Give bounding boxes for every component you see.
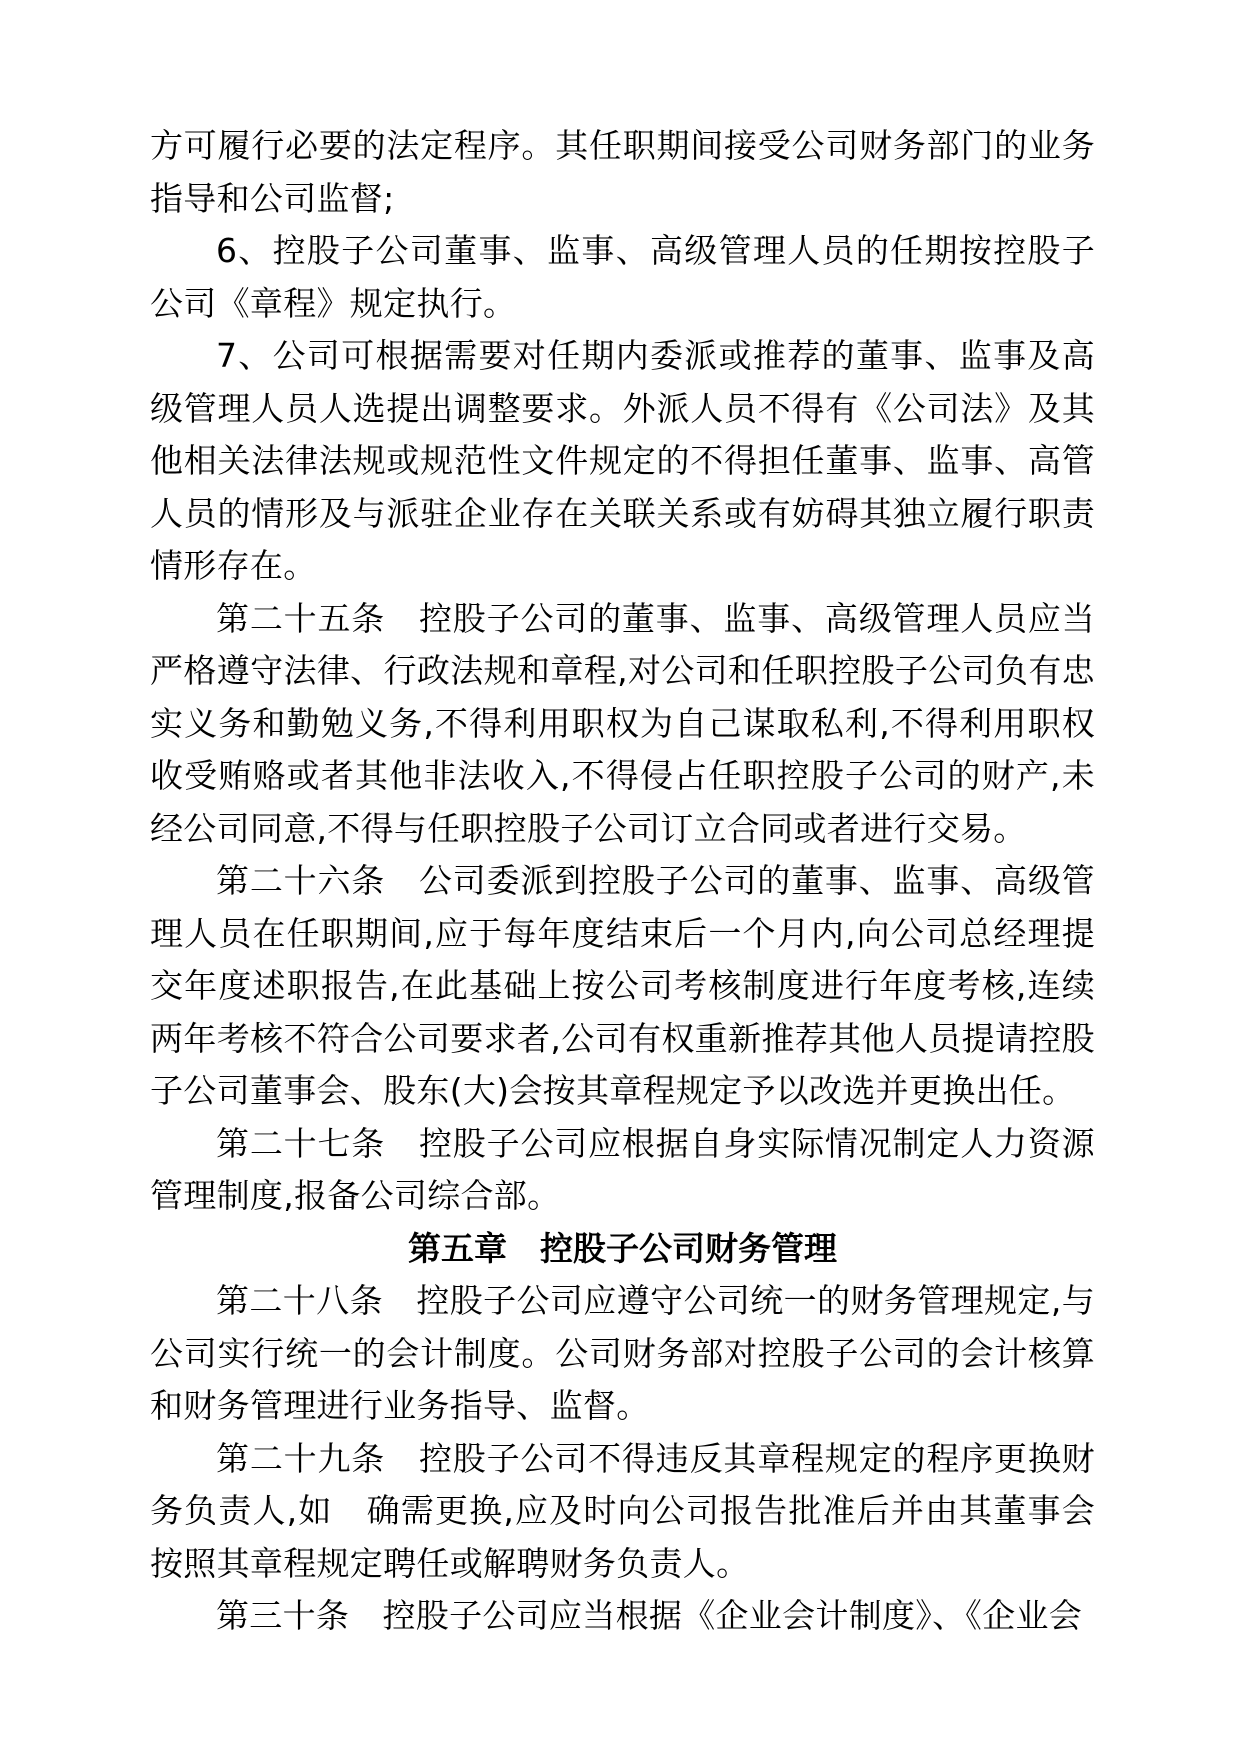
article-28: 第二十八条 控股子公司应遵守公司统一的财务管理规定,与公司实行统一的会计制度。公司财务部对控股子公司的会计核算和财务管理进行业务指导、监督。 (150, 1281, 1095, 1425)
document-page (150, 120, 1095, 1643)
paragraph-p2: 6、控股子公司董事、监事、高级管理人员的任期按控股子公司《章程》规定执行。 (150, 231, 1095, 323)
article-26: 第二十六条 公司委派到控股子公司的董事、监事、高级管理人员在任职期间,应于每年度结束后一个月内,向公司总经理提交年度述职报告,在此基础上按公司考核制度进行年度考核,连续两年考核不符合公司要求者,公司有权重新推荐其他人员提请控股子公司董事会、股东(大)会按其章程规定予以改选并更换出任。 (150, 861, 1095, 1110)
article-27: 第二十七条 控股子公司应根据自身实际情况制定人力资源管理制度,报备公司综合部。 (150, 1123, 1095, 1215)
article-25: 第二十五条 控股子公司的董事、监事、高级管理人员应当严格遵守法律、行政法规和章程,对公司和任职控股子公司负有忠实义务和勤勉义务,不得利用职权为自己谋取私利,不得利用职权收受贿赂或者其他非法收入,不得侵占任职控股子公司的财产,未经公司同意,不得与任职控股子公司订立合同或者进行交易。 (150, 598, 1095, 848)
paragraph-p1: 方可履行必要的法定程序。其任职期间接受公司财务部门的业务指导和公司监督; (150, 126, 1095, 218)
article-30: 第三十条 控股子公司应当根据《企业会计制度》、《企业会 (216, 1596, 1083, 1635)
paragraph-p3: 7、公司可根据需要对任期内委派或推荐的董事、监事及高级管理人员人选提出调整要求。外派人员不得有《公司法》及其他相关法律法规或规范性文件规定的不得担任董事、监事、高管人员的情形及与派驻企业存在关联关系或有妨碍其独立履行职责情形存在。 (150, 336, 1095, 585)
article-29: 第二十九条 控股子公司不得违反其章程规定的程序更换财务负责人,如 确需更换,应及时向公司报告批准后并由其董事会按照其章程规定聘任或解聘财务负责人。 (150, 1438, 1095, 1583)
chapter-heading: 第五章 控股子公司财务管理 (408, 1228, 837, 1268)
